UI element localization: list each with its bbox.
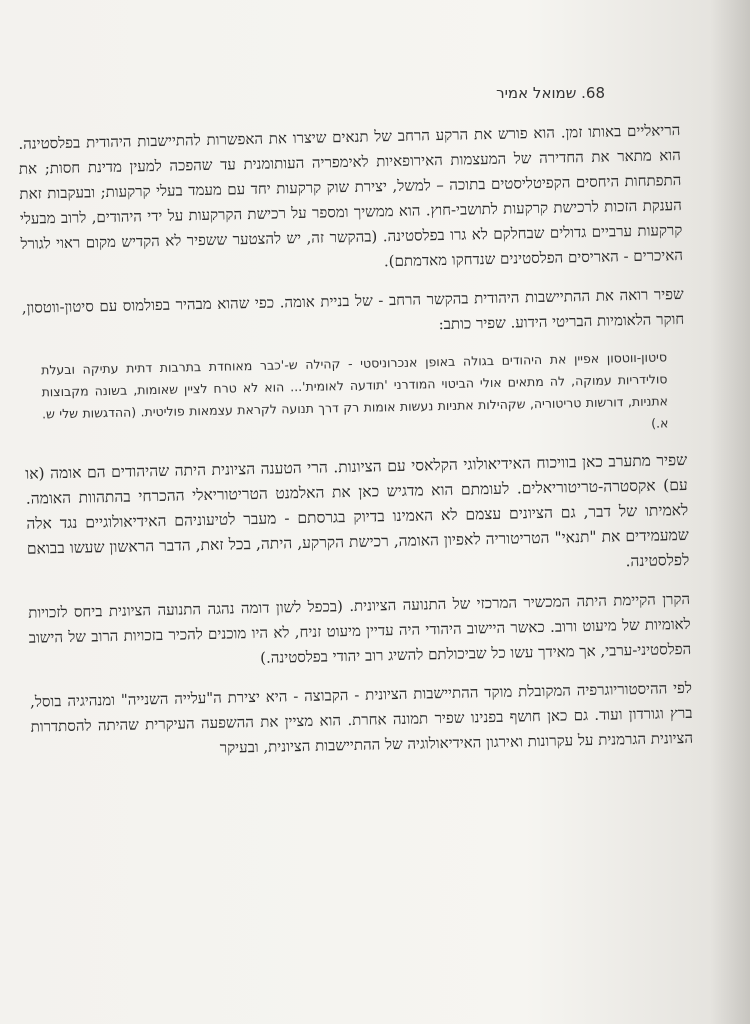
page-binding-shadow (710, 0, 750, 1024)
block-quote: סיטון-ווטסון אפיין את היהודים בגולה באופן אנכרוניסטי - קהילה ש-'כבר מאוחדת בתרבות דתית עתיקה ובעלת סולידריות עמוקה, לה מתאים אולי הביטוי המודרני 'תודעה לאומית'... הוא לא טרח לציין שאומות, בשונה מקבוצות אתניות, דורשות טריטוריה, שקהילות אתניות נעשות אומות רק דרך תנועה לקראת עצמאות פוליטית. (ההדגשות שלי ש. א.) (40, 349, 669, 431)
paragraph-2: שפיר רואה את ההתיישבות היהודית בהקשר הרחב - של בניית אומה. כפי שהוא מבהיר בפולמוס עם סיטון-ווטסון, חוקר הלאומיות הבריטי הידוע. שפיר כותב: (21, 284, 685, 334)
paragraph-3: שפיר מתערב כאן בוויכוח האידיאולוגי הקלאסי עם הציונות. הרי הטענה הציונית היתה שהיהודים הם אומה (או עם) אקסטרה-טריטוריאלים. לעומתם הוא מדגיש כאן את האלמנט הטריטוריאלי ההכרחי בהתהוות האומה. לאמיתו של דבר, גם הציונים עצמם לא האמינו בדיוק בגרסתם - מעבר לטיעוניהם האידיאולוגיים נגד אלה שמעמידים את "תנאי" הטריטוריה לאפיון האומה, רכישת הקרקע, היתה, בכל זאת, הדבר הראשון שעשו בבואם לפלסטינה. (25, 450, 690, 571)
paragraph-4: הקרן הקיימת היתה המכשיר המרכזי של התנועה הציונית. (בכפל לשון דומה נהגה התנועה הציונית ביחס לזכויות לאומיות של מיעוט ורוב. כאשר היישוב היהודי היה עדיין מיעוט זניח, לא היו מוכנים להכיר בזכויות הרוב של הישוב הפלסטיני-ערבי, אך מאידך עשו כל שביכולתם להשיג רוב יהודי בפלסטינה.) (28, 589, 692, 667)
paragraph-1: הריאליים באותו זמן. הוא פורש את הרקע הרחב של תנאים שיצרו את האפשרות להתיישבות היהודית בפלסטינה. הוא מתאר את החדירה של המעצמות האירופאיות לאימפריה העותומנית עד שהפכה למעין מדינת חסות; את התפתחות היחסים הקפיטליסטים בתוכה – למשל, יצירת שוק קרקעות יחד עם מעמד בעלי קרקעות; ובעקבות זאת הענקת הזכות לרכישת קרקעות לתושבי-חוץ. הוא ממשיך ומספר על רכישת הקרקעות על ידי היהודים, לרוב מבעלי קרקעות ערביים גדולים שבחלקם לא גרו בפלסטינה. (בהקשר זה, יש להצטער ששפיר לא הקדיש מקום ראוי לגורל האיכרים - האריסים הפלסטינים שנדחקו מאדמתם). (18, 120, 684, 271)
running-header: 68. שמואל אמיר (496, 84, 605, 102)
page-body (18, 118, 693, 779)
paragraph-5: לפי ההיסטוריוגרפיה המקובלת מוקד ההתיישבות הציונית - הקבוצה - היא יצירת ה"עלייה השנייה" ומנהיגיה בוסל, ברץ וגורדון ועוד. גם כאן חושף בפנינו שפיר תמונה אחרת. הוא מציין את ההשפעה העיקרית שהיתה להסתדרות הציונית הגרמנית על עקרונות ואירגון האידיאולוגיה של ההתיישבות הציונית, ובעיקר (29, 678, 694, 757)
